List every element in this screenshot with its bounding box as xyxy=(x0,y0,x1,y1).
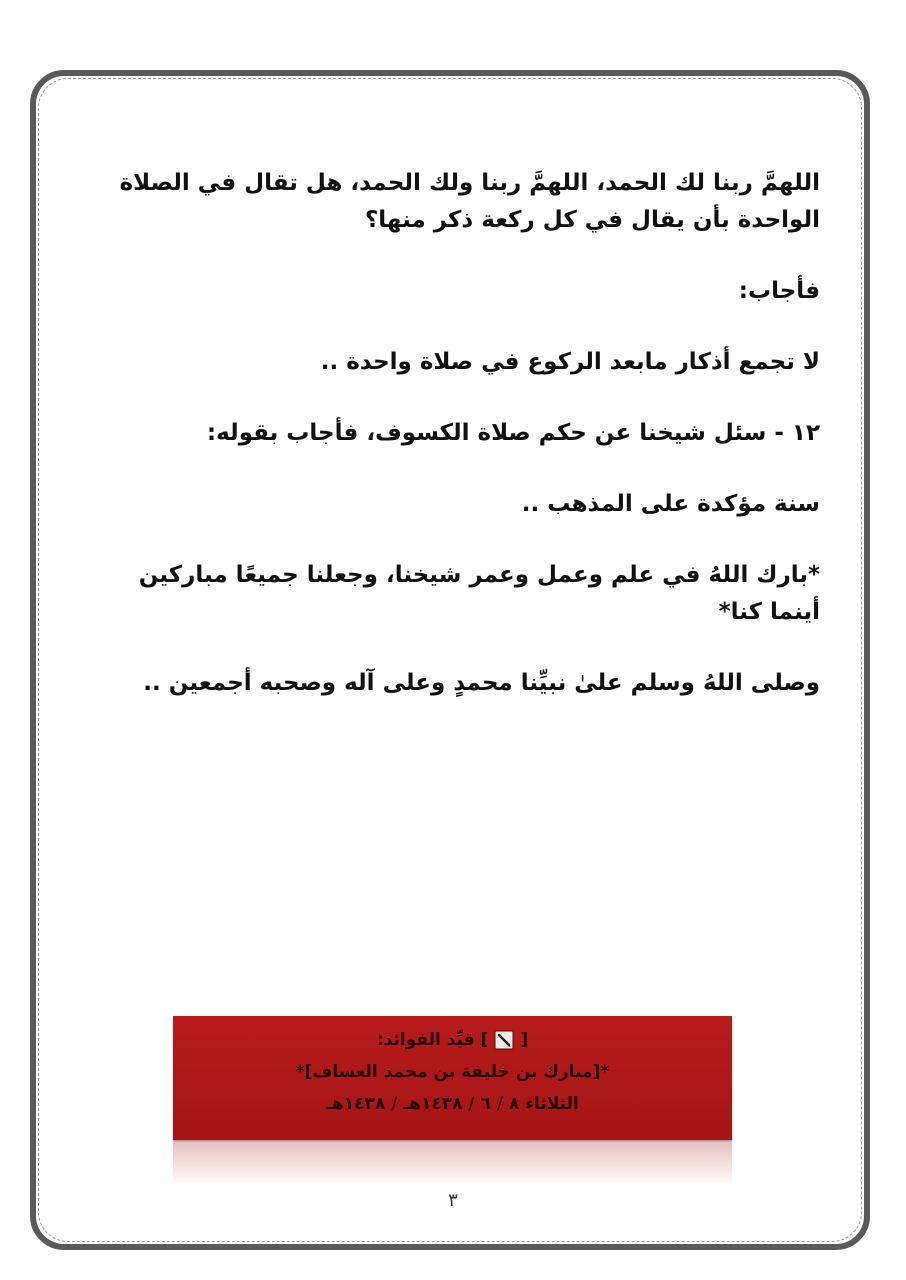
answer-label: فأجاب: xyxy=(738,278,820,304)
blessing-paragraph: *بارك اللهُ في علم وعمل وعمر شيخنا، وجعلنا جميعًا مباركين أينما كنا* xyxy=(138,562,820,625)
question-paragraph: اللهمَّ ربنا لك الحمد، اللهمَّ ربنا ولك الحمد، هل تقال في الصلاة الواحدة بأن يقال في كل ركعة ذكر منها؟ xyxy=(119,170,820,233)
answer-12-paragraph: سنة مؤكدة على المذهب .. xyxy=(521,491,820,517)
card-title-line xyxy=(173,1024,732,1056)
pen-icon xyxy=(494,1030,514,1050)
page-number: ٣ xyxy=(448,1190,458,1211)
signature-card xyxy=(173,1016,732,1140)
card-reflection xyxy=(173,1140,732,1186)
bracket-open: [ xyxy=(520,1030,529,1050)
closing-paragraph: وصلى اللهُ وسلم علىٰ نبيِّنا محمدٍ وعلى آله وصحبه أجمعين .. xyxy=(143,670,820,696)
card-title: قيِّد الفوائد: xyxy=(376,1030,475,1050)
card-author: *[مبارك بن خليفة بن محمد العساف]* xyxy=(295,1062,610,1082)
card-date: الثلاثاء ٨ / ٦ / ١٤٣٨هـ / ١٤٣٨هـ xyxy=(326,1094,579,1114)
article-body xyxy=(95,165,820,736)
pen-bracket xyxy=(481,1024,529,1056)
bracket-close: ] xyxy=(480,1030,489,1050)
answer-paragraph: لا تجمع أذكار مابعد الركوع في صلاة واحدة .. xyxy=(320,349,820,375)
question-12-paragraph: ١٢ - سئل شيخنا عن حكم صلاة الكسوف، فأجاب بقوله: xyxy=(206,420,820,446)
